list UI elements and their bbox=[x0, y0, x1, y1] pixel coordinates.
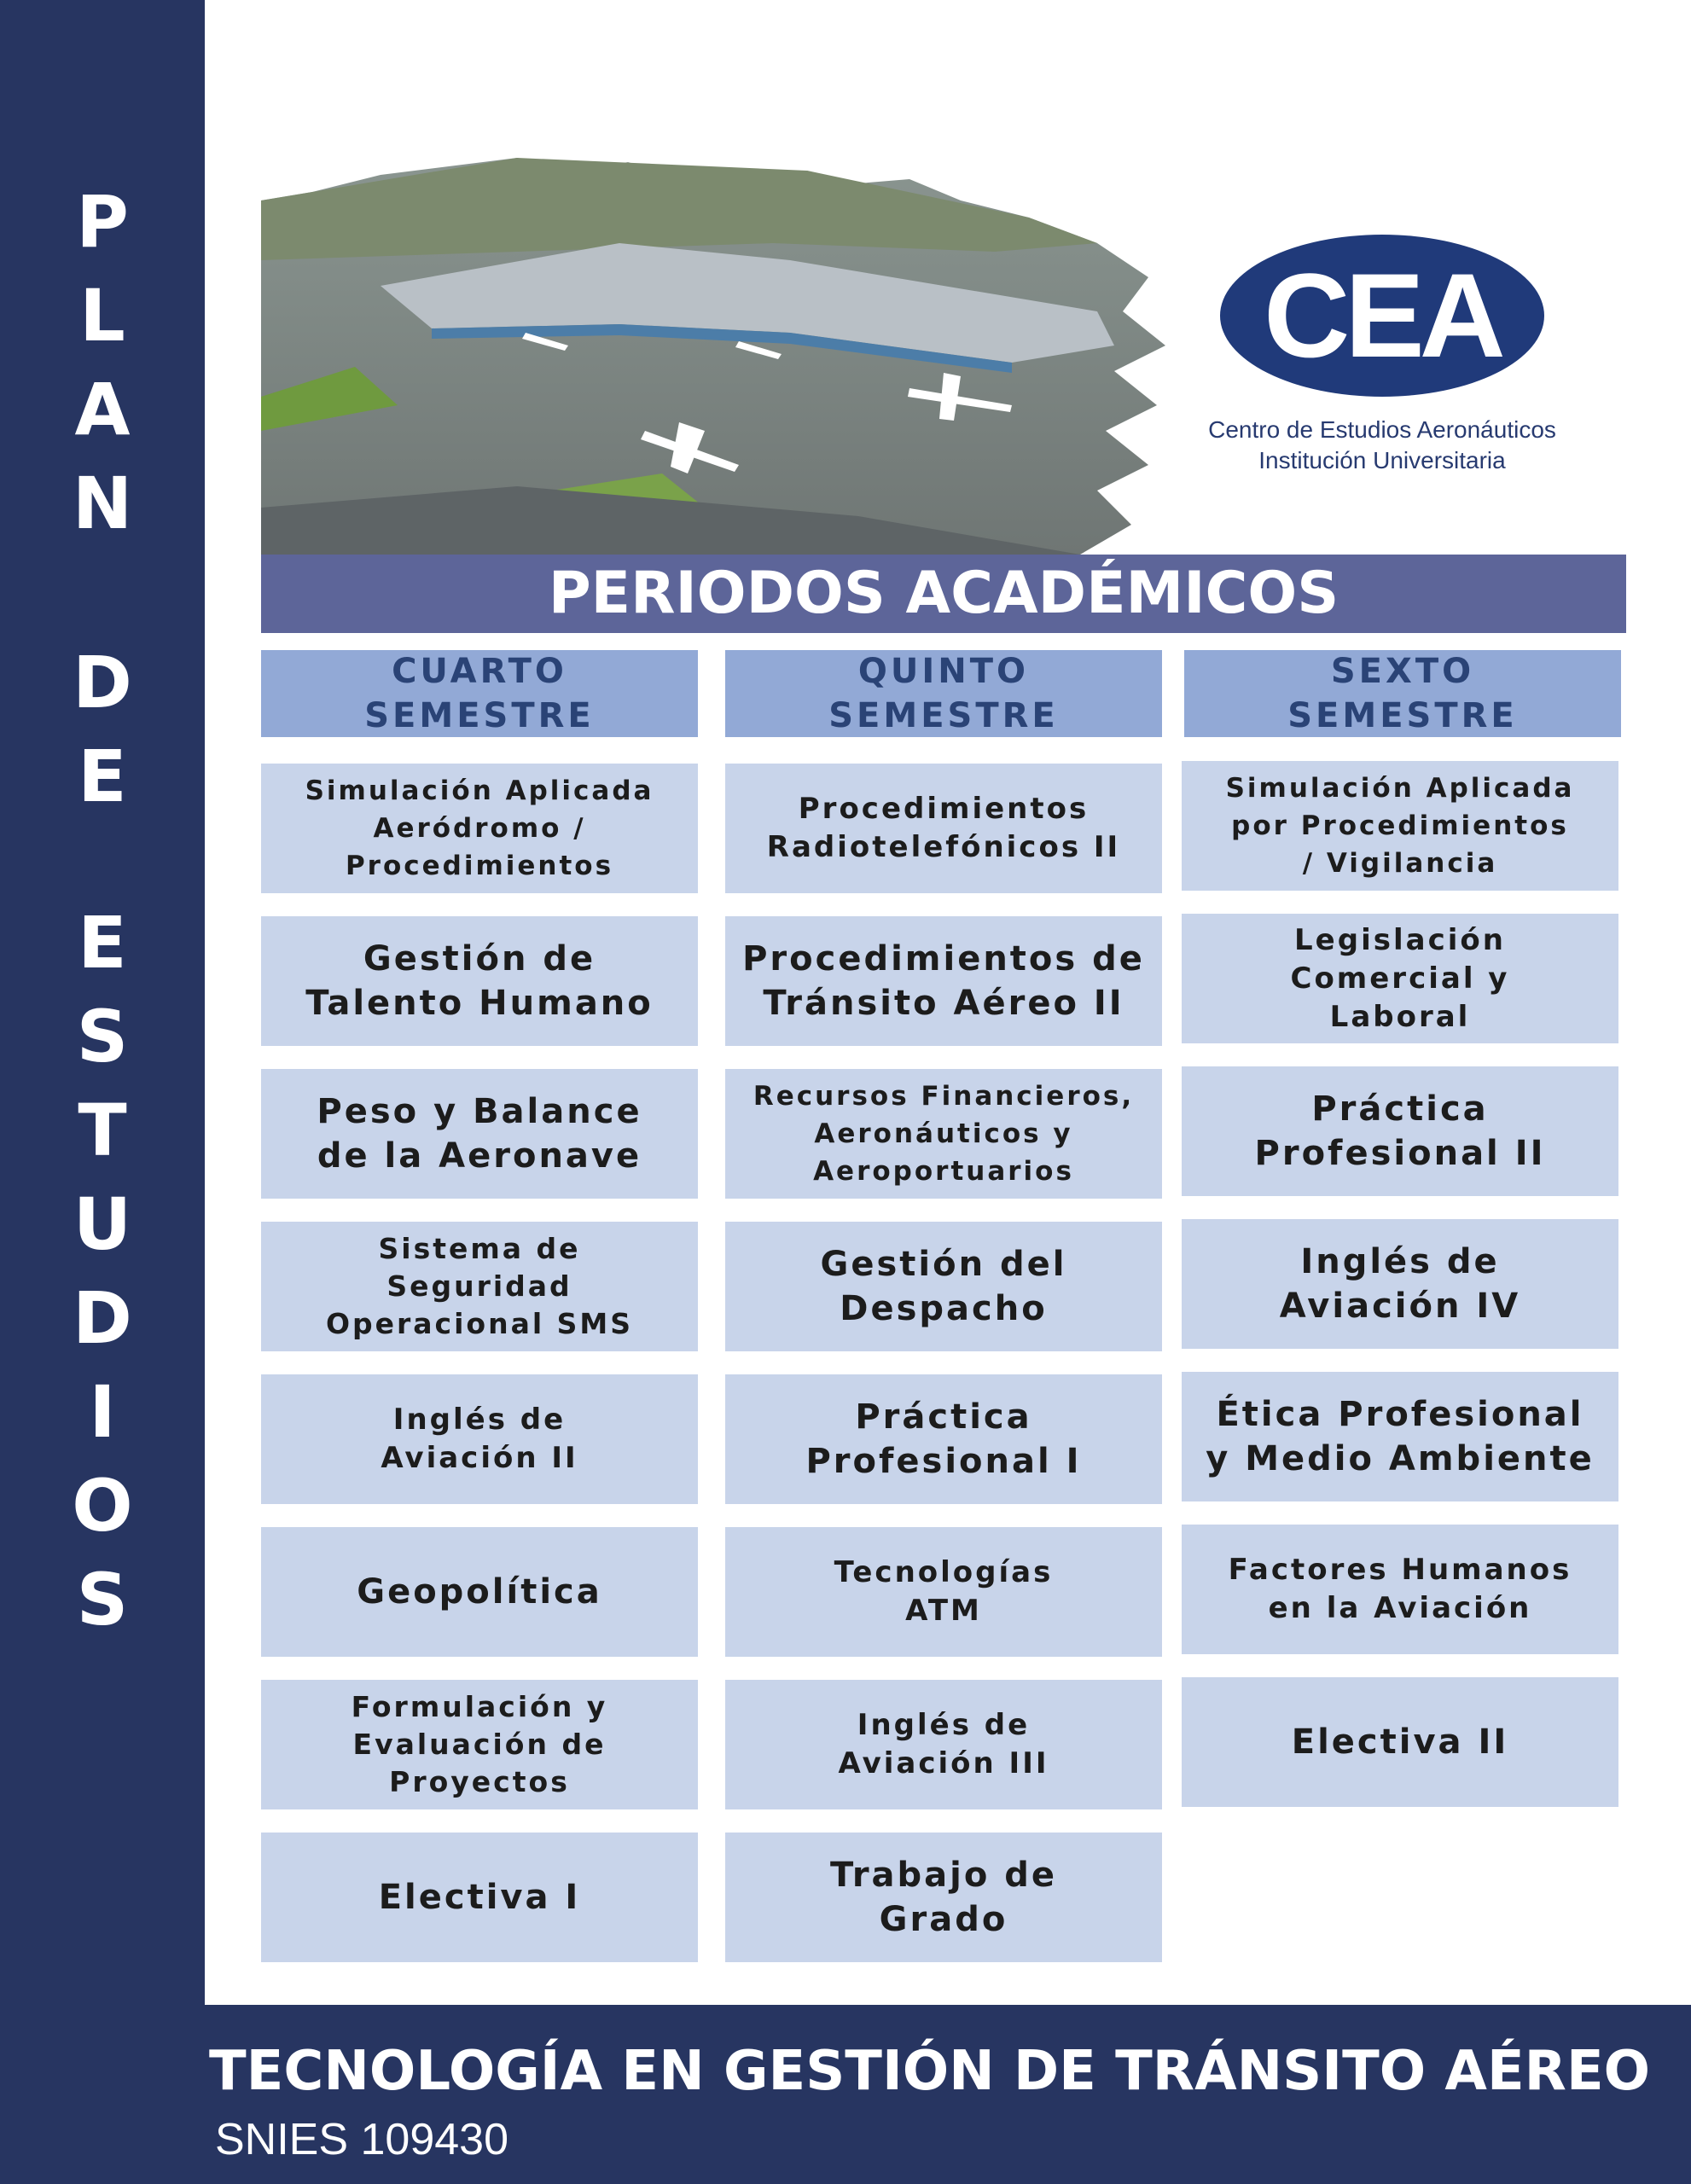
vertical-letter: L bbox=[79, 274, 125, 357]
course-card: Trabajo de Grado bbox=[725, 1833, 1162, 1962]
logo-institution-name: Centro de Estudios Aeronáuticos bbox=[1208, 416, 1556, 443]
course-card: Práctica Profesional II bbox=[1182, 1066, 1618, 1196]
course-card: Peso y Balance de la Aeronave bbox=[261, 1069, 698, 1199]
course-card: Tecnologías ATM bbox=[725, 1527, 1162, 1657]
course-card: Inglés de Aviación III bbox=[725, 1680, 1162, 1809]
vertical-letter: O bbox=[72, 1464, 133, 1548]
course-card: Práctica Profesional I bbox=[725, 1374, 1162, 1504]
course-card: Ética Profesional y Medio Ambiente bbox=[1182, 1372, 1618, 1502]
vertical-letter: A bbox=[74, 368, 131, 451]
column-header-quinto bbox=[725, 650, 1162, 737]
vertical-letter: S bbox=[76, 1558, 129, 1641]
vertical-letter: T bbox=[78, 1089, 127, 1172]
course-card: Simulación Aplicada por Procedimientos / Vigilancia bbox=[1182, 761, 1618, 891]
vertical-letter: N bbox=[72, 462, 133, 545]
vertical-letter: D bbox=[73, 641, 132, 724]
column-header-line: CUARTO bbox=[392, 652, 567, 691]
vertical-letter: I bbox=[89, 1370, 116, 1454]
logo-institution-type: Institución Universitaria bbox=[1258, 447, 1506, 473]
vertical-letter: D bbox=[73, 1276, 132, 1360]
course-card: Legislación Comercial y Laboral bbox=[1182, 914, 1618, 1043]
vertical-letter: S bbox=[76, 995, 129, 1078]
column-header-line: SEMESTRE bbox=[364, 696, 595, 735]
column-header-line: SEXTO bbox=[1330, 652, 1475, 691]
course-card: Simulación Aplicada Aeródromo / Procedimientos bbox=[261, 764, 698, 893]
column-header-line: QUINTO bbox=[857, 652, 1030, 691]
course-card: Electiva I bbox=[261, 1833, 698, 1962]
course-card: Recursos Financieros, Aeronáuticos y Aeroportuarios bbox=[725, 1069, 1162, 1199]
course-card: Procedimientos de Tránsito Aéreo II bbox=[725, 916, 1162, 1046]
course-card: Formulación y Evaluación de Proyectos bbox=[261, 1680, 698, 1809]
course-card: Gestión del Despacho bbox=[725, 1222, 1162, 1351]
distant-city bbox=[261, 158, 1097, 260]
airport-photo bbox=[261, 149, 1191, 555]
vertical-letter: E bbox=[78, 901, 127, 985]
sidebar bbox=[0, 0, 205, 2184]
course-card: Gestión de Talento Humano bbox=[261, 916, 698, 1046]
course-card: Factores Humanos en la Aviación bbox=[1182, 1525, 1618, 1654]
snies-code: SNIES 109430 bbox=[215, 2115, 509, 2164]
course-card: Sistema de Seguridad Operacional SMS bbox=[261, 1222, 698, 1351]
column-header-cuarto bbox=[261, 650, 698, 737]
footer bbox=[205, 2005, 1691, 2184]
column-header-line: SEMESTRE bbox=[1287, 696, 1518, 735]
logo-oval bbox=[1220, 235, 1544, 397]
section-banner: PERIODOS ACADÉMICOS bbox=[261, 555, 1626, 633]
vertical-letter: E bbox=[78, 735, 127, 818]
course-card: Procedimientos Radiotelefónicos II bbox=[725, 764, 1162, 893]
course-card: Electiva II bbox=[1182, 1677, 1618, 1807]
vertical-letter: P bbox=[76, 180, 129, 264]
vertical-letter: U bbox=[73, 1182, 132, 1266]
course-card: Inglés de Aviación IV bbox=[1182, 1219, 1618, 1349]
vertical-title bbox=[0, 175, 205, 1647]
program-title: TECNOLOGÍA EN GESTIÓN DE TRÁNSITO AÉREO bbox=[209, 2040, 1651, 2103]
cea-logo bbox=[1194, 230, 1595, 486]
course-card: Geopolítica bbox=[261, 1527, 698, 1657]
course-card: Inglés de Aviación II bbox=[261, 1374, 698, 1504]
logo-acronym: CEA bbox=[1264, 248, 1501, 382]
column-header-sexto bbox=[1184, 650, 1621, 737]
column-header-line: SEMESTRE bbox=[828, 696, 1059, 735]
